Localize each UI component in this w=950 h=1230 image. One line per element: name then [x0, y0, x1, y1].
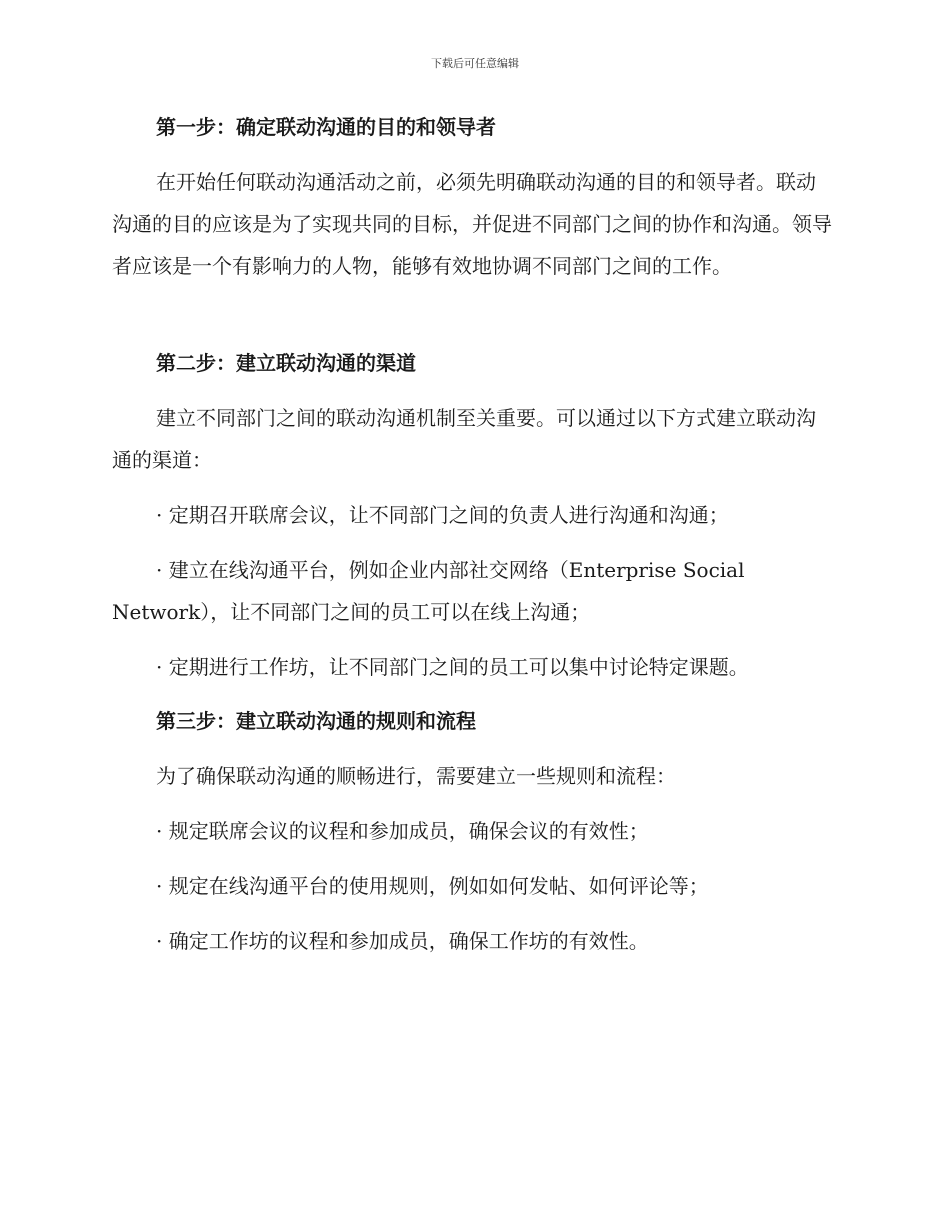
section-3-paragraph: 为了确保联动沟通的顺畅进行，需要建立一些规则和流程：	[156, 764, 676, 788]
section-2-bullet-2: · 建立在线沟通平台，例如企业内部社交网络（Enterprise Social Network），让不同部门之间的员工可以在线上沟通；	[112, 558, 745, 624]
section-3-heading: 第三步：建立联动沟通的规则和流程	[156, 709, 476, 733]
section-3-bullet-2: · 规定在线沟通平台的使用规则，例如如何发帖、如何评论等；	[156, 874, 709, 898]
section-2-heading: 第二步：建立联动沟通的渠道	[156, 351, 416, 375]
section-2-paragraph: 建立不同部门之间的联动沟通机制至关重要。可以通过以下方式建立联动沟通的渠道：	[112, 406, 816, 472]
section-1-heading: 第一步：确定联动沟通的目的和领导者	[156, 115, 496, 139]
page-header: 下载后可任意编辑	[431, 57, 519, 70]
section-2-bullet-3: · 定期进行工作坊，让不同部门之间的员工可以集中讨论特定课题。	[156, 655, 749, 679]
section-3-bullet-1: · 规定联席会议的议程和参加成员，确保会议的有效性；	[156, 819, 649, 843]
section-2-bullet-1: · 定期召开联席会议，让不同部门之间的负责人进行沟通和沟通；	[156, 503, 729, 527]
section-1-paragraph: 在开始任何联动沟通活动之前，必须先明确联动沟通的目的和领导者。联动沟通的目的应该是为了实现共同的目标，并促进不同部门之间的协作和沟通。领导者应该是一个有影响力的人物，能够有效地协调不同部门之间的工作。	[112, 170, 832, 278]
section-3-bullet-3: · 确定工作坊的议程和参加成员，确保工作坊的有效性。	[156, 929, 649, 953]
